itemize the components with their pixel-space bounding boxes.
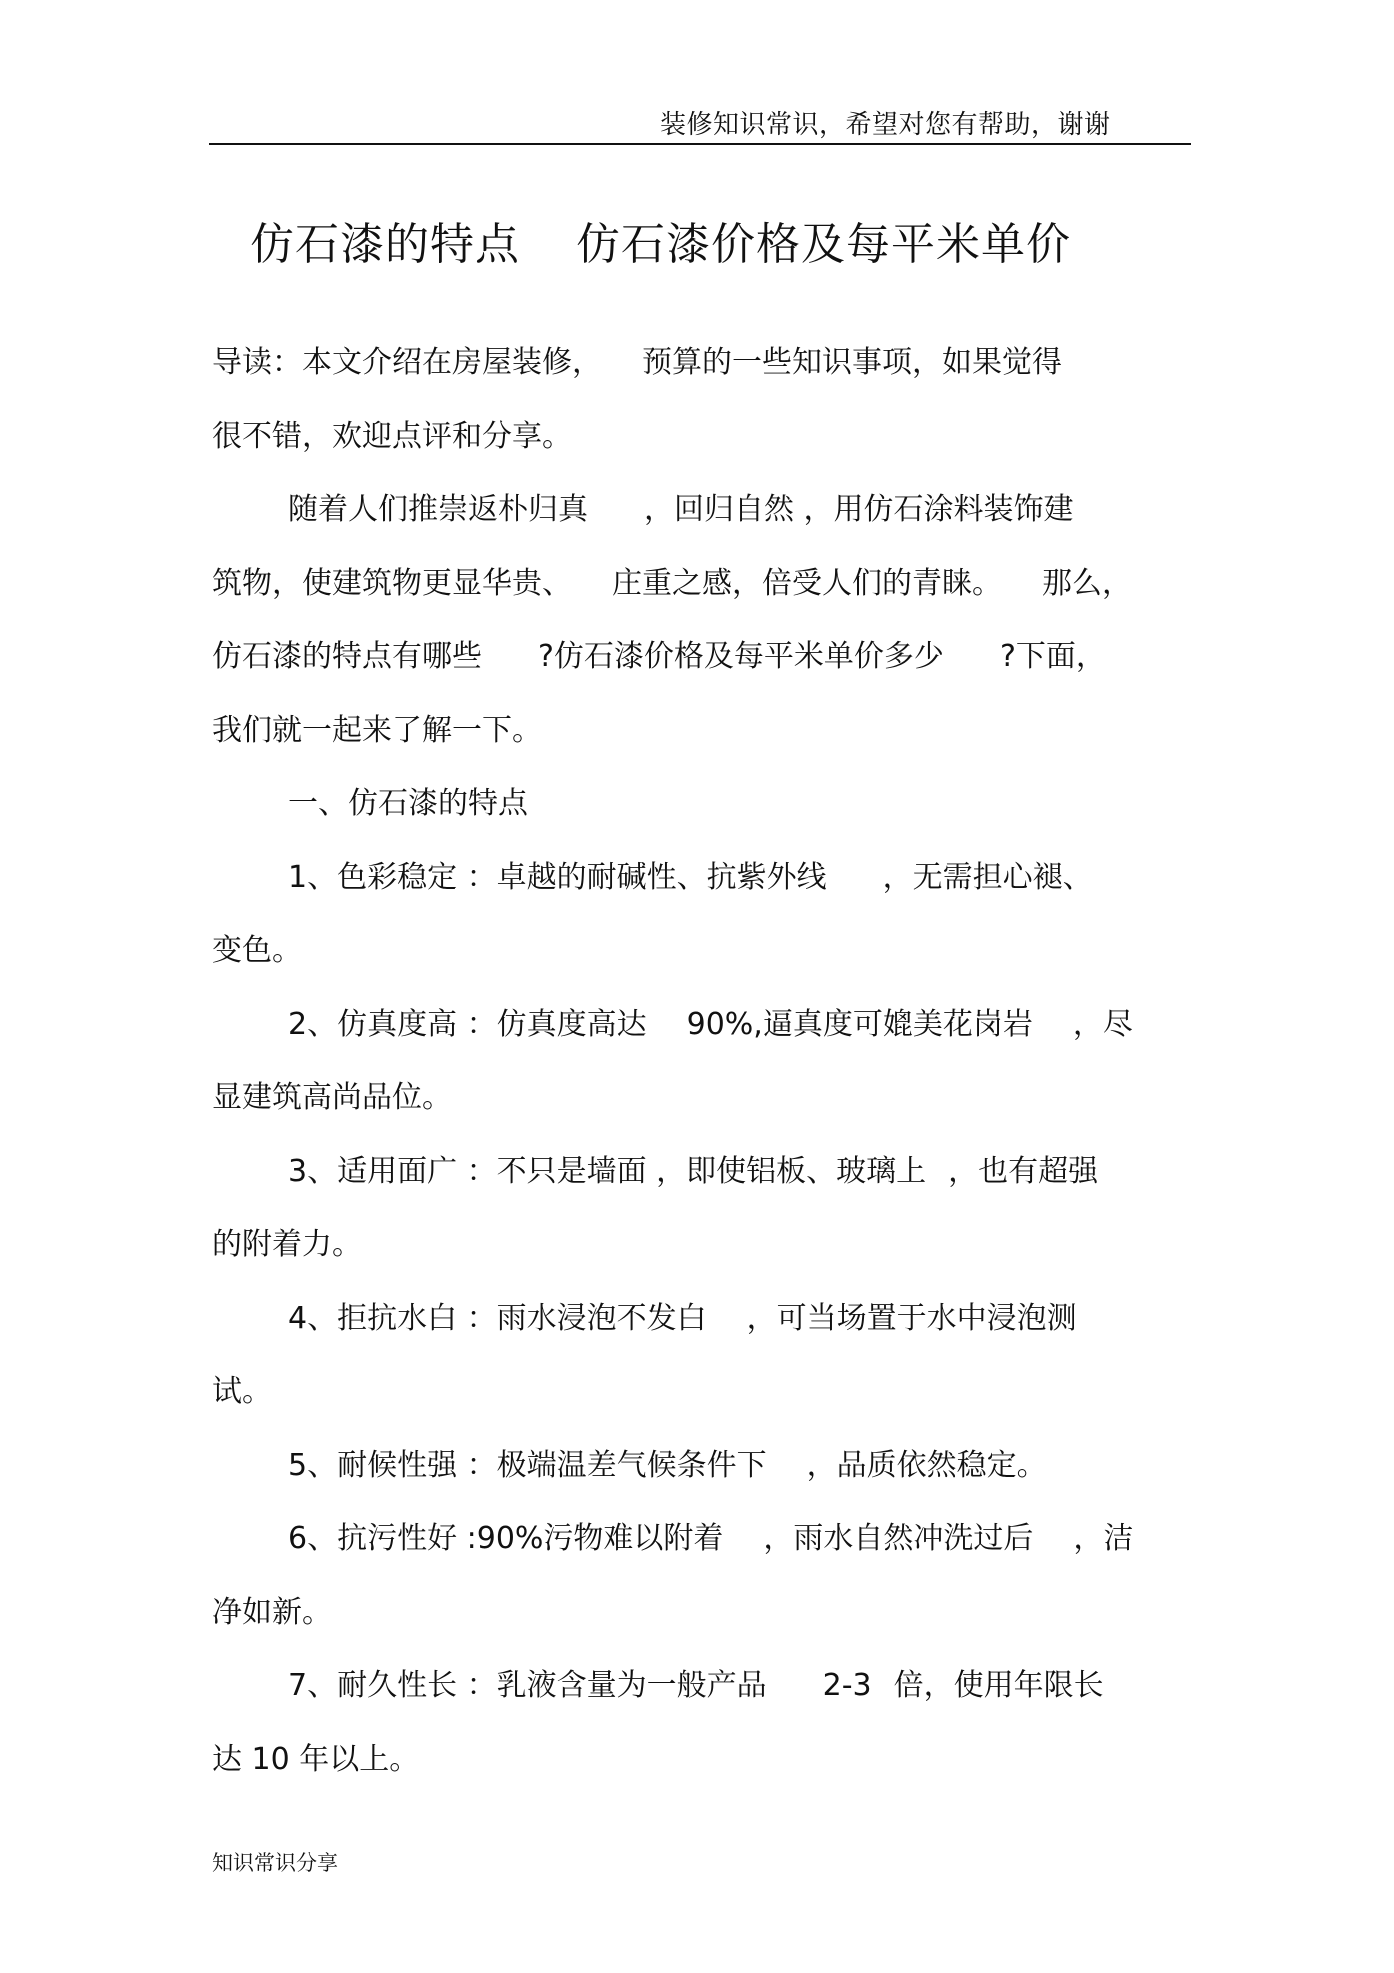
document-title — [250, 208, 1071, 272]
text-run: 的附着力。 — [212, 1227, 362, 1262]
text-run: 试。 — [212, 1374, 272, 1409]
text-run: ，尽 — [1072, 1006, 1133, 1042]
body-line — [212, 694, 1192, 768]
text-run: ，可当场置于水中浸泡测 — [746, 1300, 1077, 1336]
text-run: 净如新。 — [212, 1594, 332, 1630]
text-run: 5、耐候性强 ：极端温差气候条件下 — [288, 1447, 767, 1483]
text-run: ?仿石漆价格及每平米单价多少 — [538, 639, 944, 674]
body-line — [212, 914, 1192, 988]
text-run: 很不错，欢迎点评和分享。 — [212, 418, 572, 454]
text-run: 预算的一些知识事项，如果觉得 — [642, 345, 1062, 380]
body-line — [212, 1723, 1192, 1797]
text-run: 2、仿真度高 ：仿真度高达 — [288, 1006, 647, 1042]
text-run: 导读：本文介绍在房屋装修， — [212, 345, 602, 380]
body-line — [212, 400, 1192, 474]
text-run: 1、色彩稳定 ：卓越的耐碱性、抗紫外线 — [288, 859, 827, 895]
text-run: 仿石漆的特点有哪些 — [212, 639, 482, 674]
text-run: 我们就一起来了解一下。 — [212, 712, 542, 748]
list-item — [212, 988, 1192, 1062]
text-run: ?下面， — [999, 639, 1106, 674]
text-run: ，无需担心褪、 — [882, 859, 1093, 895]
section-heading — [212, 767, 1192, 841]
text-run: ，雨水自然冲洗过后 — [763, 1521, 1034, 1556]
body-line — [212, 1355, 1192, 1429]
text-run: 3、适用面广 ：不只是墙面 ，即使铝板、玻璃上 — [288, 1153, 927, 1189]
title-part-2: 仿石漆价格及每平米单价 — [576, 219, 1071, 270]
footer-note: 知识常识分享 — [212, 1851, 338, 1875]
body-line — [212, 547, 1192, 621]
text-run: 4、拒抗水白 ：雨水浸泡不发白 — [288, 1300, 707, 1336]
text-run: 90%,逼真度可媲美花岗岩 — [686, 1006, 1033, 1042]
header-note: 装修知识常识，希望对您有帮助，谢谢 — [660, 110, 1111, 140]
list-item — [212, 1282, 1192, 1356]
header-divider — [209, 143, 1191, 145]
text-run: ，回归自然 ，用仿石涂料装饰建 — [644, 492, 1074, 527]
text-run: 一、仿石漆的特点 — [288, 786, 528, 821]
text-run: ，品质依然稳定。 — [806, 1447, 1047, 1483]
text-run: 显建筑高尚品位。 — [212, 1080, 452, 1115]
body-line — [212, 1061, 1192, 1135]
text-run: 7、耐久性长 ：乳液含量为一般产品 — [288, 1668, 767, 1703]
text-run: 随着人们推崇返朴归真 — [288, 492, 588, 527]
text-run: 那么， — [1042, 565, 1132, 601]
text-run: 倍，使用年限长 — [893, 1668, 1104, 1703]
body-line — [212, 473, 1192, 547]
body-line — [212, 620, 1192, 694]
list-item — [212, 1502, 1192, 1576]
list-item — [212, 1135, 1192, 1209]
title-part-1: 仿石漆的特点 — [250, 219, 520, 270]
text-run: ，也有超强 — [948, 1153, 1099, 1189]
document-body — [212, 326, 1192, 1796]
body-line — [212, 1576, 1192, 1650]
text-run: 庄重之感，倍受人们的青睐。 — [612, 565, 1002, 601]
text-run: 筑物，使建筑物更显华贵、 — [212, 565, 572, 601]
body-line — [212, 1208, 1192, 1282]
list-item — [212, 1429, 1192, 1503]
list-item — [212, 841, 1192, 915]
body-line — [212, 326, 1192, 400]
text-run: 变色。 — [212, 933, 302, 968]
text-run: 达 10 年以上。 — [212, 1741, 420, 1777]
text-run: ，洁 — [1073, 1521, 1134, 1556]
list-item — [212, 1649, 1192, 1723]
text-run: 2-3 — [822, 1668, 872, 1703]
text-run: 6、抗污性好 :90%污物难以附着 — [288, 1521, 724, 1556]
